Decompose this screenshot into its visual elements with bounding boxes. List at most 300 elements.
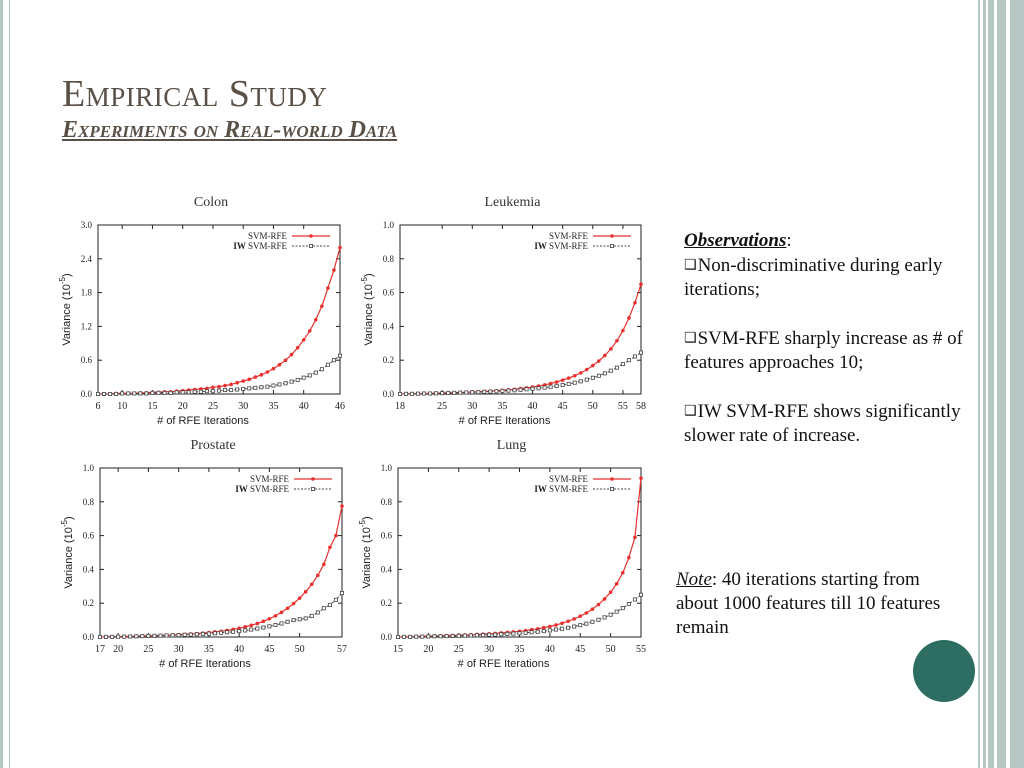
data-point-iw-svm-rfe (518, 632, 521, 635)
data-point-iw-svm-rfe (238, 629, 241, 632)
data-point-svm-rfe (235, 381, 239, 385)
data-point-svm-rfe (554, 623, 558, 627)
data-point-iw-svm-rfe (555, 384, 558, 387)
data-point-iw-svm-rfe (207, 632, 210, 635)
legend-label-iw-svm-rfe: IW SVM-RFE (534, 484, 588, 494)
x-tick-label: 46 (335, 401, 345, 412)
y-tick-label: 0.4 (382, 321, 394, 332)
data-point-iw-svm-rfe (292, 619, 295, 622)
y-tick-label: 0.8 (382, 253, 394, 264)
data-point-iw-svm-rfe (525, 388, 528, 391)
chart-title: Prostate (190, 438, 236, 453)
data-point-svm-rfe (560, 622, 564, 626)
data-point-iw-svm-rfe (223, 388, 226, 391)
y-tick-label: 0.8 (82, 496, 94, 507)
y-tick-label: 2.4 (80, 253, 92, 264)
data-point-iw-svm-rfe (328, 603, 331, 606)
data-point-svm-rfe (274, 614, 278, 618)
x-tick-label: 50 (605, 644, 616, 655)
y-tick-label: 0.0 (82, 632, 94, 642)
data-point-svm-rfe (247, 378, 251, 382)
x-tick-label: 50 (294, 644, 305, 655)
data-point-iw-svm-rfe (501, 389, 504, 392)
observation-text: SVM-RFE sharply increase as # of features approaches 10; (684, 328, 963, 373)
data-point-iw-svm-rfe (457, 634, 460, 637)
x-tick-label: 40 (544, 644, 555, 655)
note-label: Note (676, 569, 712, 590)
data-point-svm-rfe (254, 375, 258, 379)
y-tick-label: 1.0 (82, 463, 94, 473)
data-point-iw-svm-rfe (115, 392, 118, 395)
x-tick-label: 35 (268, 401, 279, 412)
data-point-iw-svm-rfe (96, 392, 99, 395)
y-tick-label: 0.6 (80, 355, 92, 366)
legend-marker-iw-svm-rfe (610, 487, 613, 490)
data-point-iw-svm-rfe (591, 376, 594, 379)
data-point-iw-svm-rfe (633, 355, 636, 358)
data-point-iw-svm-rfe (402, 635, 405, 638)
data-point-iw-svm-rfe (609, 613, 612, 616)
data-point-svm-rfe (561, 378, 565, 382)
data-point-iw-svm-rfe (338, 354, 341, 357)
observations-panel (684, 229, 974, 448)
data-point-iw-svm-rfe (262, 626, 265, 629)
x-tick-label: 20 (177, 401, 188, 412)
data-point-svm-rfe (290, 353, 294, 357)
data-point-svm-rfe (272, 367, 276, 371)
y-tick-label: 0.6 (382, 287, 394, 298)
data-point-iw-svm-rfe (151, 391, 154, 394)
data-point-svm-rfe (621, 571, 625, 575)
data-point-iw-svm-rfe (621, 607, 624, 610)
data-point-iw-svm-rfe (561, 383, 564, 386)
data-point-iw-svm-rfe (102, 392, 105, 395)
y-axis-label: Variance $(10^{-5})$ (358, 516, 373, 589)
data-point-svm-rfe (268, 617, 272, 621)
data-point-svm-rfe (302, 338, 306, 342)
data-point-iw-svm-rfe (211, 390, 214, 393)
data-point-iw-svm-rfe (248, 387, 251, 390)
data-point-iw-svm-rfe (524, 631, 527, 634)
data-point-iw-svm-rfe (280, 622, 283, 625)
data-point-iw-svm-rfe (145, 392, 148, 395)
data-point-svm-rfe (292, 602, 296, 606)
data-point-iw-svm-rfe (127, 392, 130, 395)
legend-label-iw-svm-rfe: IW SVM-RFE (233, 241, 287, 251)
data-point-iw-svm-rfe (513, 389, 516, 392)
data-point-svm-rfe (243, 625, 247, 629)
x-tick-label: 20 (113, 644, 124, 655)
observations-heading: Observations (684, 230, 787, 251)
data-point-iw-svm-rfe (205, 390, 208, 393)
data-point-svm-rfe (296, 346, 300, 350)
data-point-iw-svm-rfe (175, 391, 178, 394)
data-point-svm-rfe (609, 347, 613, 351)
data-point-iw-svm-rfe (427, 635, 430, 638)
data-point-iw-svm-rfe (230, 388, 233, 391)
x-tick-label: 17 (95, 644, 105, 655)
x-axis-label: # of RFE Iterations (458, 415, 551, 427)
x-tick-label: 57 (337, 644, 347, 655)
data-point-svm-rfe (639, 476, 643, 480)
x-tick-label: 40 (298, 401, 309, 412)
y-tick-label: 0.2 (380, 598, 392, 609)
data-point-iw-svm-rfe (591, 620, 594, 623)
data-point-iw-svm-rfe (495, 390, 498, 393)
plot-frame (400, 225, 641, 394)
data-point-iw-svm-rfe (609, 369, 612, 372)
x-tick-label: 15 (147, 401, 158, 412)
data-point-iw-svm-rfe (171, 634, 174, 637)
data-point-iw-svm-rfe (416, 392, 419, 395)
data-point-iw-svm-rfe (326, 363, 329, 366)
y-tick-label: 0.4 (380, 564, 392, 575)
observation-item (684, 253, 974, 302)
data-point-iw-svm-rfe (469, 634, 472, 637)
data-point-svm-rfe (573, 374, 577, 378)
chart-title: Colon (193, 195, 229, 210)
data-point-iw-svm-rfe (579, 380, 582, 383)
data-point-iw-svm-rfe (453, 391, 456, 394)
data-point-iw-svm-rfe (477, 391, 480, 394)
slide-subtitle: Experiments on Real-world Data (62, 117, 398, 143)
data-point-svm-rfe (322, 563, 326, 567)
data-point-iw-svm-rfe (537, 387, 540, 390)
data-point-svm-rfe (567, 376, 571, 380)
data-point-iw-svm-rfe (109, 392, 112, 395)
data-point-iw-svm-rfe (129, 635, 132, 638)
y-tick-label: 0.0 (382, 389, 394, 399)
data-point-iw-svm-rfe (177, 634, 180, 637)
checkbox-bullet-icon: ❑ (684, 330, 697, 346)
data-point-iw-svm-rfe (195, 633, 198, 636)
x-tick-label: 30 (484, 644, 495, 655)
data-point-iw-svm-rfe (284, 382, 287, 385)
x-tick-label: 18 (395, 401, 405, 412)
legend-label-svm-rfe: SVM-RFE (249, 474, 289, 484)
data-point-iw-svm-rfe (256, 627, 259, 630)
data-point-iw-svm-rfe (219, 631, 222, 634)
legend-label-svm-rfe: SVM-RFE (548, 474, 588, 484)
x-axis-label: # of RFE Iterations (157, 415, 249, 427)
data-point-iw-svm-rfe (560, 627, 563, 630)
data-point-svm-rfe (262, 619, 266, 623)
data-point-iw-svm-rfe (543, 386, 546, 389)
data-point-iw-svm-rfe (633, 598, 636, 601)
data-point-iw-svm-rfe (530, 631, 533, 634)
data-point-svm-rfe (597, 359, 601, 363)
data-point-iw-svm-rfe (445, 635, 448, 638)
data-point-svm-rfe (278, 363, 282, 367)
x-tick-label: 6 (95, 401, 101, 412)
x-tick-label: 15 (393, 644, 403, 655)
legend-marker-iw-svm-rfe (610, 244, 613, 247)
x-axis-label: # of RFE Iterations (159, 658, 251, 670)
data-point-svm-rfe (314, 318, 318, 322)
data-point-iw-svm-rfe (621, 362, 624, 365)
data-point-iw-svm-rfe (266, 385, 269, 388)
observation-text: IW SVM-RFE shows significantly slower rate of increase. (684, 401, 961, 446)
data-point-iw-svm-rfe (398, 392, 401, 395)
y-tick-label: 0.0 (380, 632, 392, 642)
data-point-svm-rfe (280, 611, 284, 615)
data-point-iw-svm-rfe (169, 391, 172, 394)
data-point-iw-svm-rfe (254, 386, 257, 389)
data-point-svm-rfe (609, 590, 613, 594)
data-point-iw-svm-rfe (531, 387, 534, 390)
data-point-iw-svm-rfe (603, 372, 606, 375)
data-point-iw-svm-rfe (548, 629, 551, 632)
data-point-iw-svm-rfe (447, 391, 450, 394)
data-point-iw-svm-rfe (441, 392, 444, 395)
data-point-svm-rfe (627, 316, 631, 320)
data-point-iw-svm-rfe (217, 389, 220, 392)
x-tick-label: 30 (467, 401, 478, 412)
data-point-iw-svm-rfe (304, 617, 307, 620)
data-point-svm-rfe (615, 582, 619, 586)
y-axis-label: Variance $(10^{-5})$ (360, 273, 375, 346)
data-point-iw-svm-rfe (465, 391, 468, 394)
data-point-iw-svm-rfe (435, 392, 438, 395)
data-point-iw-svm-rfe (615, 610, 618, 613)
data-point-iw-svm-rfe (98, 635, 101, 638)
data-point-iw-svm-rfe (415, 635, 418, 638)
data-point-iw-svm-rfe (310, 614, 313, 617)
data-point-iw-svm-rfe (597, 618, 600, 621)
chart-panel-lung (358, 438, 646, 670)
chart-title: Leukemia (484, 195, 541, 210)
data-point-iw-svm-rfe (488, 633, 491, 636)
data-point-iw-svm-rfe (296, 378, 299, 381)
data-point-iw-svm-rfe (135, 635, 138, 638)
legend-label-iw-svm-rfe: IW SVM-RFE (235, 484, 289, 494)
data-point-iw-svm-rfe (627, 602, 630, 605)
data-point-svm-rfe (633, 301, 637, 305)
y-axis-label: Variance $(10^{-5})$ (58, 273, 73, 346)
data-point-iw-svm-rfe (507, 389, 510, 392)
data-point-svm-rfe (304, 590, 308, 594)
data-point-iw-svm-rfe (308, 374, 311, 377)
x-tick-label: 45 (264, 644, 275, 655)
data-point-iw-svm-rfe (603, 616, 606, 619)
data-point-svm-rfe (633, 535, 637, 539)
y-tick-label: 1.0 (380, 463, 392, 473)
plot-frame (100, 468, 342, 637)
data-point-iw-svm-rfe (165, 634, 168, 637)
data-point-iw-svm-rfe (201, 632, 204, 635)
observations-heading-suffix: : (786, 230, 792, 251)
checkbox-bullet-icon: ❑ (684, 403, 697, 419)
data-point-iw-svm-rfe (639, 351, 642, 354)
data-point-iw-svm-rfe (121, 392, 124, 395)
observation-item (684, 399, 974, 448)
x-tick-label: 10 (117, 401, 128, 412)
data-point-svm-rfe (566, 619, 570, 623)
data-point-iw-svm-rfe (489, 390, 492, 393)
x-tick-label: 25 (437, 401, 448, 412)
data-point-iw-svm-rfe (536, 630, 539, 633)
data-point-svm-rfe (627, 556, 631, 560)
x-tick-label: 30 (173, 644, 184, 655)
data-point-iw-svm-rfe (519, 388, 522, 391)
data-point-iw-svm-rfe (579, 624, 582, 627)
data-point-iw-svm-rfe (334, 598, 337, 601)
data-point-iw-svm-rfe (429, 392, 432, 395)
data-point-svm-rfe (591, 364, 595, 368)
data-point-iw-svm-rfe (290, 380, 293, 383)
data-point-svm-rfe (555, 380, 559, 384)
data-point-iw-svm-rfe (272, 384, 275, 387)
x-tick-label: 25 (453, 644, 464, 655)
x-tick-label: 35 (203, 644, 214, 655)
data-point-svm-rfe (241, 379, 245, 383)
data-point-iw-svm-rfe (494, 633, 497, 636)
x-tick-label: 20 (423, 644, 434, 655)
x-tick-label: 45 (575, 644, 586, 655)
x-tick-label: 40 (234, 644, 245, 655)
data-point-svm-rfe (548, 625, 552, 629)
data-point-svm-rfe (591, 607, 595, 611)
legend-marker-svm-rfe (309, 234, 313, 238)
data-point-iw-svm-rfe (320, 368, 323, 371)
data-point-iw-svm-rfe (597, 374, 600, 377)
data-point-iw-svm-rfe (322, 607, 325, 610)
data-point-iw-svm-rfe (141, 635, 144, 638)
y-tick-label: 0.2 (82, 598, 94, 609)
legend-marker-iw-svm-rfe (311, 487, 314, 490)
data-point-iw-svm-rfe (615, 366, 618, 369)
data-point-svm-rfe (579, 371, 583, 375)
data-point-iw-svm-rfe (314, 371, 317, 374)
y-tick-label: 0.6 (82, 530, 94, 541)
data-point-svm-rfe (621, 329, 625, 333)
data-point-svm-rfe (320, 304, 324, 308)
data-point-svm-rfe (585, 611, 589, 615)
data-point-iw-svm-rfe (340, 591, 343, 594)
data-point-svm-rfe (328, 546, 332, 550)
data-point-svm-rfe (639, 282, 643, 286)
y-tick-label: 0.6 (380, 530, 392, 541)
data-point-iw-svm-rfe (483, 390, 486, 393)
data-point-iw-svm-rfe (471, 391, 474, 394)
legend-marker-iw-svm-rfe (309, 244, 312, 247)
data-point-iw-svm-rfe (232, 630, 235, 633)
data-point-svm-rfe (316, 574, 320, 578)
data-point-svm-rfe (284, 358, 288, 362)
data-point-svm-rfe (266, 370, 270, 374)
data-point-iw-svm-rfe (475, 634, 478, 637)
data-point-iw-svm-rfe (104, 635, 107, 638)
data-point-iw-svm-rfe (506, 632, 509, 635)
data-point-svm-rfe (310, 582, 314, 586)
data-point-svm-rfe (286, 606, 290, 610)
data-point-iw-svm-rfe (512, 632, 515, 635)
data-point-iw-svm-rfe (500, 633, 503, 636)
data-point-iw-svm-rfe (585, 622, 588, 625)
observations-heading-line (684, 229, 974, 253)
slide-title: Empirical Study (62, 73, 328, 115)
x-tick-label: 25 (143, 644, 154, 655)
data-point-iw-svm-rfe (585, 378, 588, 381)
data-point-svm-rfe (585, 368, 589, 372)
legend-label-iw-svm-rfe: IW SVM-RFE (534, 241, 588, 251)
y-tick-label: 0.2 (382, 355, 394, 366)
y-tick-label: 0.4 (82, 564, 94, 575)
data-point-iw-svm-rfe (250, 628, 253, 631)
chart-panel-colon (58, 195, 345, 427)
x-tick-label: 55 (636, 644, 646, 655)
data-point-iw-svm-rfe (147, 634, 150, 637)
data-point-iw-svm-rfe (627, 359, 630, 362)
x-axis-label: # of RFE Iterations (457, 658, 550, 670)
data-point-iw-svm-rfe (225, 631, 228, 634)
data-point-iw-svm-rfe (260, 386, 263, 389)
data-point-iw-svm-rfe (181, 391, 184, 394)
data-point-iw-svm-rfe (244, 629, 247, 632)
data-point-iw-svm-rfe (332, 359, 335, 362)
data-point-svm-rfe (334, 534, 338, 538)
y-tick-label: 3.0 (80, 220, 92, 230)
data-point-iw-svm-rfe (423, 392, 426, 395)
data-point-iw-svm-rfe (549, 385, 552, 388)
note-panel (676, 568, 956, 640)
data-point-iw-svm-rfe (153, 634, 156, 637)
data-point-iw-svm-rfe (639, 593, 642, 596)
data-point-iw-svm-rfe (157, 391, 160, 394)
data-point-iw-svm-rfe (133, 392, 136, 395)
x-tick-label: 45 (557, 401, 568, 412)
data-point-svm-rfe (255, 622, 259, 626)
decorative-circle (913, 640, 975, 702)
data-point-iw-svm-rfe (554, 628, 557, 631)
data-point-iw-svm-rfe (573, 625, 576, 628)
legend-label-svm-rfe: SVM-RFE (247, 231, 287, 241)
legend-marker-svm-rfe (610, 234, 614, 238)
data-point-iw-svm-rfe (396, 635, 399, 638)
checkbox-bullet-icon: ❑ (684, 257, 697, 273)
legend-marker-svm-rfe (610, 477, 614, 481)
data-point-iw-svm-rfe (298, 618, 301, 621)
data-point-iw-svm-rfe (409, 635, 412, 638)
data-point-iw-svm-rfe (278, 383, 281, 386)
data-point-iw-svm-rfe (567, 626, 570, 629)
y-tick-label: 1.8 (80, 287, 92, 298)
data-point-iw-svm-rfe (213, 632, 216, 635)
data-point-svm-rfe (542, 626, 546, 630)
data-point-svm-rfe (223, 384, 227, 388)
data-point-iw-svm-rfe (481, 634, 484, 637)
data-point-iw-svm-rfe (274, 623, 277, 626)
data-point-svm-rfe (340, 504, 344, 508)
data-point-svm-rfe (578, 614, 582, 618)
chart-panel-prostate (60, 438, 347, 670)
x-tick-label: 30 (238, 401, 249, 412)
data-point-iw-svm-rfe (439, 635, 442, 638)
data-point-svm-rfe (603, 354, 607, 358)
data-point-iw-svm-rfe (433, 635, 436, 638)
y-tick-label: 1.0 (382, 220, 394, 230)
y-tick-label: 0.8 (380, 496, 392, 507)
data-point-svm-rfe (229, 383, 233, 387)
data-point-iw-svm-rfe (163, 391, 166, 394)
x-tick-label: 58 (636, 401, 646, 412)
data-point-iw-svm-rfe (459, 391, 462, 394)
y-tick-label: 0.0 (80, 389, 92, 399)
data-point-iw-svm-rfe (117, 635, 120, 638)
data-point-svm-rfe (615, 339, 619, 343)
y-tick-label: 1.2 (80, 321, 92, 332)
data-point-iw-svm-rfe (421, 635, 424, 638)
